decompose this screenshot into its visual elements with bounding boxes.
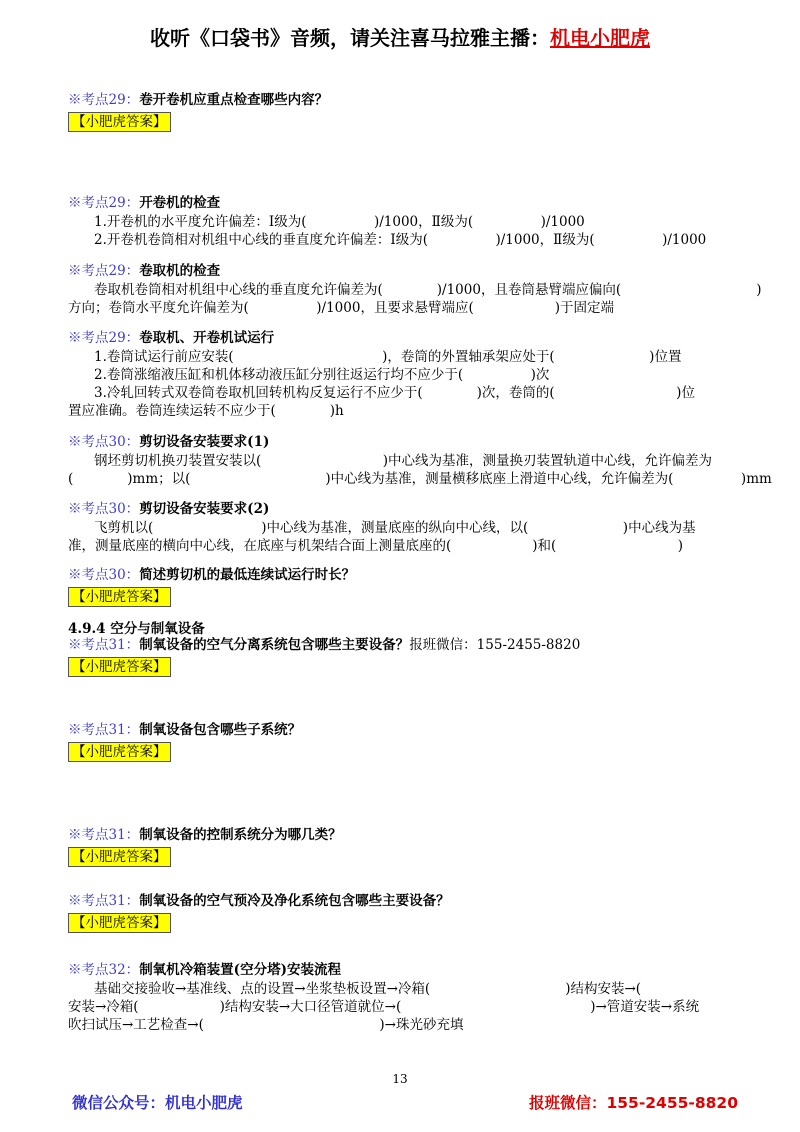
exam-point-title: ※考点29：卷取机、开卷机试运行 [68,330,275,346]
exam-point-title: ※考点30：简述剪切机的最低连续试运行时长？ [68,567,356,583]
exam-point-label: ※考点29： [68,92,140,108]
exam-point-title: ※考点32：制氧机冷箱装置(空分塔)安装流程 [68,962,341,978]
exam-point-title: ※考点30：剪切设备安装要求(1) [68,434,270,450]
contact-note: 报班微信：155-2455-8820 [409,637,581,653]
exam-point-label: ※考点32： [68,962,140,978]
exam-point-label: ※考点29： [68,195,140,211]
content-line: 飞剪机以( )中心线为基准，测量底座的纵向中心线，以( )中心线为基 [94,520,696,536]
exam-point-label: ※考点30： [68,567,140,583]
exam-point-label: ※考点29： [68,263,140,279]
content-line: 准，测量底座的横向中心线，在底座与机架结合面上测量底座的( )和( ) [68,538,684,554]
exam-point-block [68,565,748,607]
exam-point-block [68,891,748,933]
content-line: 2.开卷机卷筒相对机组中心线的垂直度允许偏差：I级为( )/1000，Ⅱ级为( )/1000 [94,232,707,248]
content-line: 卷取机卷筒相对机组中心线的垂直度允许偏差为( )/1000，且卷筒悬臂端应偏向( ) [94,282,762,298]
exam-point-title: ※考点29：卷开卷机应重点检查哪些内容？ [68,92,329,108]
answer-tag: 【小肥虎答案】 [68,587,171,607]
content-line: 钢坯剪切机换刃装置安装以( )中心线为基准，测量换刃装置轨道中心线，允许偏差为 [94,453,713,469]
exam-point-block [68,960,748,1034]
exam-point-label: ※考点30： [68,501,140,517]
header-prefix: 收听《口袋书》音频，请关注喜马拉雅主播： [150,26,550,50]
exam-point-block [68,261,762,317]
answer-tag: 【小肥虎答案】 [68,913,171,933]
footer-wechat-account: 微信公众号：机电小肥虎 [72,1094,243,1112]
page-number: 13 [392,1072,408,1086]
content-line: 置应准确。卷筒连续运转不应少于( )h [68,403,344,419]
exam-point-block [68,720,748,762]
exam-point-label: ※考点30： [68,434,140,450]
header-anchor-name[interactable]: 机电小肥虎 [550,26,650,50]
section-heading: 4.9.4 空分与制氧设备 [68,621,205,637]
exam-point-block [68,90,748,132]
exam-point-title: ※考点31：制氧设备的空气预冷及净化系统包含哪些主要设备？ [68,893,450,909]
content-line: 安装→冷箱( )结构安装→大口径管道就位→( )→管道安装→系统 [68,999,700,1015]
exam-point-block [68,193,748,249]
answer-tag: 【小肥虎答案】 [68,112,171,132]
exam-point-title: ※考点29：卷取机的检查 [68,263,221,279]
exam-point-block [68,825,748,867]
answer-tag: 【小肥虎答案】 [68,847,171,867]
answer-tag: 【小肥虎答案】 [68,742,171,762]
exam-point-title: ※考点31：制氧设备的空气分离系统包含哪些主要设备？报班微信：155-2455-8820 [68,637,581,653]
answer-tag: 【小肥虎答案】 [68,657,171,677]
exam-point-title: ※考点30：剪切设备安装要求(2) [68,501,270,517]
exam-point-title: ※考点29：开卷机的检查 [68,195,221,211]
exam-point-block [68,328,748,420]
page-header [0,22,800,51]
exam-point-title: ※考点31：制氧设备包含哪些子系统？ [68,722,302,738]
exam-point-label: ※考点31： [68,637,140,653]
content-line: 3.冷轧回转式双卷筒卷取机回转机构反复运行不应少于( )次，卷筒的( )位 [94,385,695,401]
exam-point-label: ※考点29： [68,330,140,346]
content-line: 基础交接验收→基准线、点的设置→坐浆垫板设置→冷箱( )结构安装→( [94,981,750,997]
content-line: ( )mm；以( )中心线为基准，测量横移底座上滑道中心线，允许偏差为( )mm [68,471,772,487]
content-line: 1.开卷机的水平度允许偏差：I级为( )/1000，Ⅱ级为( )/1000 [94,214,585,230]
exam-point-label: ※考点31： [68,722,140,738]
exam-point-block [68,635,748,677]
content-line: 方向；卷筒水平度允许偏差为( )/1000，且要求悬臂端应( )于固定端 [68,300,614,316]
footer-contact-wechat: 报班微信：155-2455-8820 [528,1094,738,1112]
exam-point-title: ※考点31：制氧设备的控制系统分为哪几类？ [68,827,342,843]
content-line: 吹扫试压→工艺检查→( )→珠光砂充填 [68,1017,464,1033]
exam-point-block [68,499,748,555]
content-line: 1.卷筒试运行前应安装( )，卷筒的外置轴承架应处于( )位置 [94,349,682,365]
exam-point-block [68,432,772,488]
exam-point-label: ※考点31： [68,827,140,843]
content-line: 2.卷筒涨缩液压缸和机体移动液压缸分别往返运行均不应少于( )次 [94,367,550,383]
exam-point-label: ※考点31： [68,893,140,909]
